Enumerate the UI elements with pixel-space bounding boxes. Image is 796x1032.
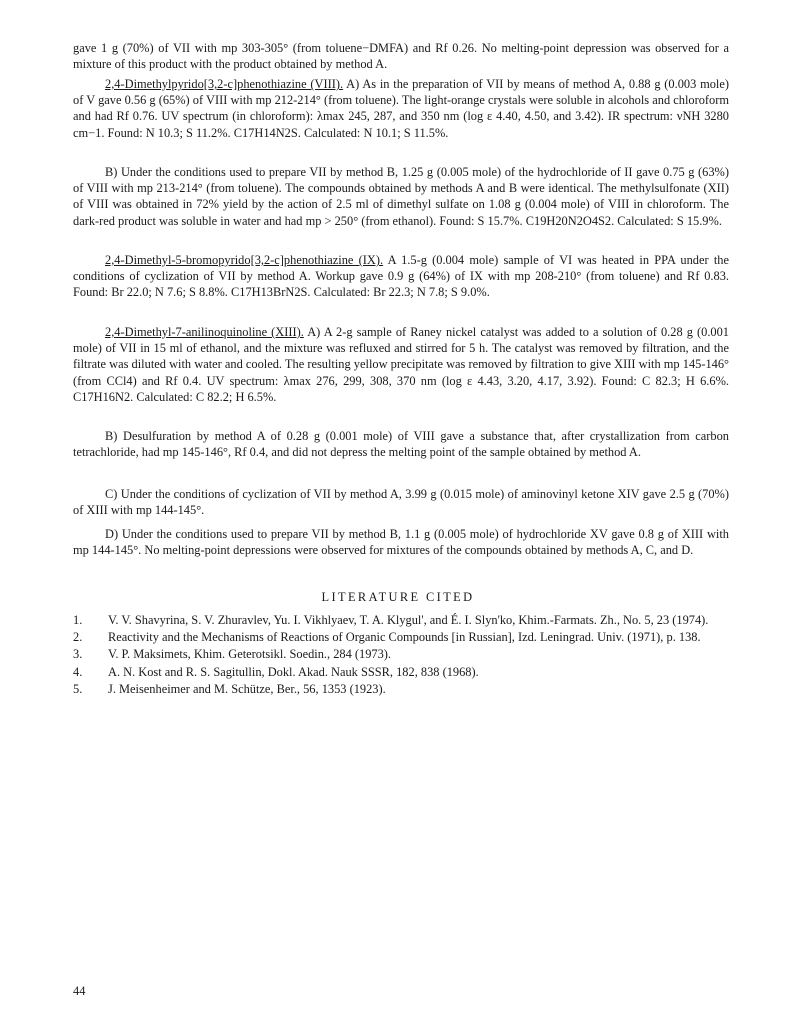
compound-title-xiii: 2,4-Dimethyl-7-anilinoquinoline (XIII). (105, 325, 304, 339)
reference-item (73, 646, 743, 662)
reference-text: J. Meisenheimer and M. Schütze, Ber., 56, 1353 (1923). (108, 681, 386, 696)
paragraph-xiii-method-c: C) Under the conditions of cyclization of VII by method A, 3.99 g (0.015 mole) of aminovinyl ketone XIV gave 2.5 g (70%) of XIII with mp 144-145°. (73, 487, 729, 518)
compound-title-ix: 2,4-Dimethyl-5-bromopyrido[3,2-c]phenothiazine (IX). (105, 253, 384, 267)
page-number: 44 (73, 984, 86, 998)
reference-text: V. P. Maksimets, Khim. Geterotsikl. Soedin., 284 (1973). (108, 647, 392, 662)
reference-text: A. N. Kost and R. S. Sagitullin, Dokl. Akad. Nauk SSSR, 182, 838 (1968). (108, 664, 479, 679)
reference-number: 3. (73, 647, 83, 662)
reference-item (73, 681, 743, 697)
reference-number: 5. (73, 681, 83, 696)
paragraph-ix (73, 252, 729, 301)
paragraph-viii-method-b: B) Under the conditions used to prepare VII by method B, 1.25 g (0.005 mole) of the hydrochloride of II gave 0.75 g (63%) of VIII with mp 213-214° (from toluene). The compounds obtained by methods A and B were identical. The methylsulfonate (XII) of VIII was obtained in 72% yield by the action of 2.5 ml of dimethyl sulfate on 1.08 g (0.004 mole) of VIII in chloroform. The dark-red product was soluble in water and had mp > 250° (from ethanol). Found: S 15.7%. C19H20N2O4S2. Calculated: S 15.9%. (73, 165, 729, 228)
reference-item (73, 612, 743, 628)
reference-number: 1. (73, 613, 83, 627)
paragraph-viii-method-a (73, 76, 729, 141)
reference-list (73, 612, 743, 698)
paragraph-xiii-method-b: B) Desulfuration by method A of 0.28 g (0.001 mole) of VIII gave a substance that, after crystallization from carbon tetrachloride, had mp 145-146°, Rf 0.4, and did not depress the melting point of the sample obtained by method A. (73, 429, 729, 460)
paragraph-xiii-method-d: D) Under the conditions used to prepare VII by method B, 1.1 g (0.005 mole) of hydrochloride XV gave 0.8 g of XIII with mp 144-145°. No melting-point depressions were observed for mixtures of the compounds obtained by methods A, C, and D. (73, 527, 729, 558)
paragraph-text: A) As in the preparation of VII by means of method A, 0.88 g (0.003 mole) of V gave 0.56 g (65%) of VIII with mp 212-214° (from toluene). The light-orange crystals were soluble in alcohols and chloroform and had Rf 0.76. UV spectrum (in chloroform): λmax 245, 287, and 350 nm (log ε 4.40, 4.50, and 3.42). IR spectrum: νNH 3280 cm−1. Found: N 10.3; S 11.2%. C17H14N2S. Calculated: N 10.1; S 11.5%. (73, 77, 729, 140)
literature-cited-heading: LITERATURE CITED (321, 590, 475, 604)
reference-number: 2. (73, 630, 83, 645)
paragraph-continuation: gave 1 g (70%) of VII with mp 303-305° (from toluene−DMFA) and Rf 0.26. No melting-point depression was observed for a mixture of this product with the product obtained by method A. (73, 41, 729, 72)
reference-text: V. V. Shavyrina, S. V. Zhuravlev, Yu. I. Vikhlyaev, T. A. Klygul', and É. I. Slyn'ko, Khim.-Farmats. Zh., No. 5, 23 (1974). (108, 613, 709, 627)
reference-text: Reactivity and the Mechanisms of Reactions of Organic Compounds [in Russian], Izd. Leningrad. Univ. (1971), p. 138. (108, 630, 701, 645)
paragraph-text: A 1.5-g (0.004 mole) sample of VI was heated in PPA under the conditions of cyclization of VII by method A. Workup gave 0.9 g (64%) of IX with mp 208-210° (from toluene) and Rf 0.83. Found: Br 22.0; N 7.6; S 8.8%. C17H13BrN2S. Calculated: Br 22.3; N 7.8; S 9.0%. (73, 253, 729, 300)
reference-item (73, 629, 743, 645)
paragraph-xiii-method-a (73, 324, 729, 405)
reference-item (73, 664, 743, 680)
paragraph-text: A) A 2-g sample of Raney nickel catalyst was added to a solution of 0.28 g (0.001 mole) of VII in 15 ml of ethanol, and the mixture was refluxed and stirred for 5 h. The catalyst was removed by filtration, and the filtrate was diluted with water and cooled. The resulting yellow precipitate was removed by filtration to give XIII with mp 145-146° (from CCl4) and Rf 0.4. UV spectrum: λmax 276, 299, 308, 370 nm (log ε 4.43, 3.20, 4.17, 3.92). Found: C 82.3; H 6.6%. C17H16N2. Calculated: C 82.2; H 6.5%. (73, 325, 729, 404)
reference-number: 4. (73, 664, 83, 679)
compound-title-viii: 2,4-Dimethylpyrido[3,2-c]phenothiazine (VIII). (105, 77, 344, 91)
